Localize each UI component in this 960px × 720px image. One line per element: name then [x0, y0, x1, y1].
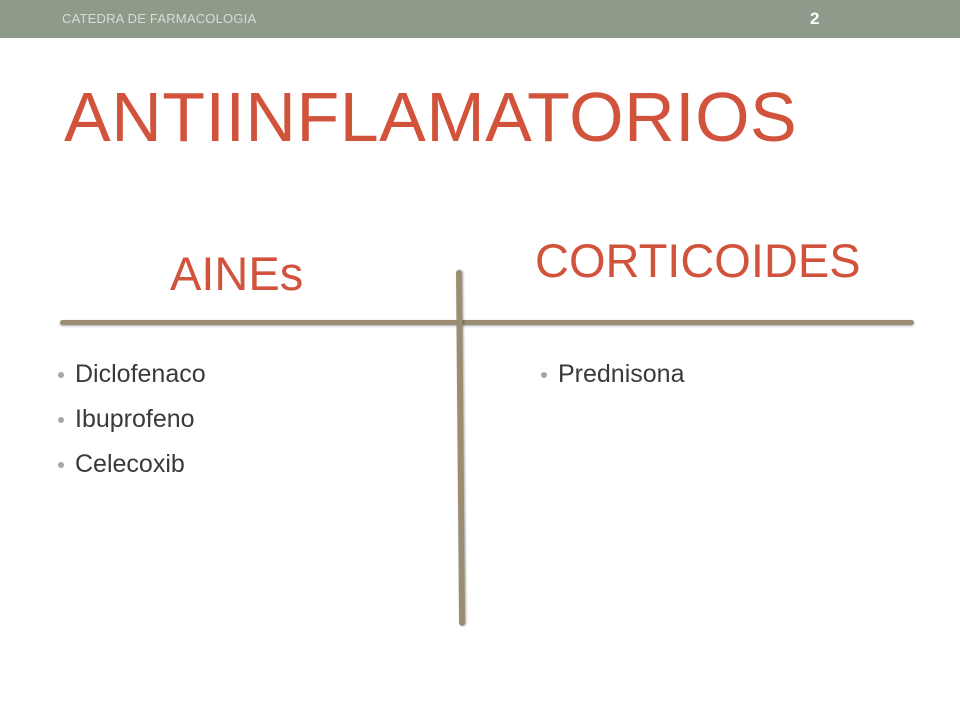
- column-heading-aines: AINEs: [170, 247, 304, 300]
- slide-header-bar: [0, 0, 960, 38]
- course-footer-text: CATEDRA DE FARMACOLOGIA: [62, 11, 257, 26]
- list-item: [58, 397, 206, 442]
- column-heading-corticoides: CORTICOIDES: [535, 234, 861, 287]
- bullet-icon: [58, 462, 64, 468]
- list-item: [541, 352, 684, 397]
- list-item-label: Celecoxib: [75, 450, 185, 478]
- aines-list: [58, 352, 206, 487]
- list-item: [58, 442, 206, 487]
- corticoides-list: [541, 352, 684, 397]
- horizontal-divider: [60, 320, 914, 325]
- list-item: [58, 352, 206, 397]
- list-item-label: Diclofenaco: [75, 360, 206, 388]
- bullet-icon: [541, 372, 547, 378]
- bullet-icon: [58, 372, 64, 378]
- bullet-icon: [58, 417, 64, 423]
- slide-number: 2: [810, 9, 820, 28]
- slide-title: ANTIINFLAMATORIOS: [64, 78, 798, 156]
- list-item-label: Ibuprofeno: [75, 405, 195, 433]
- list-item-label: Prednisona: [558, 360, 685, 388]
